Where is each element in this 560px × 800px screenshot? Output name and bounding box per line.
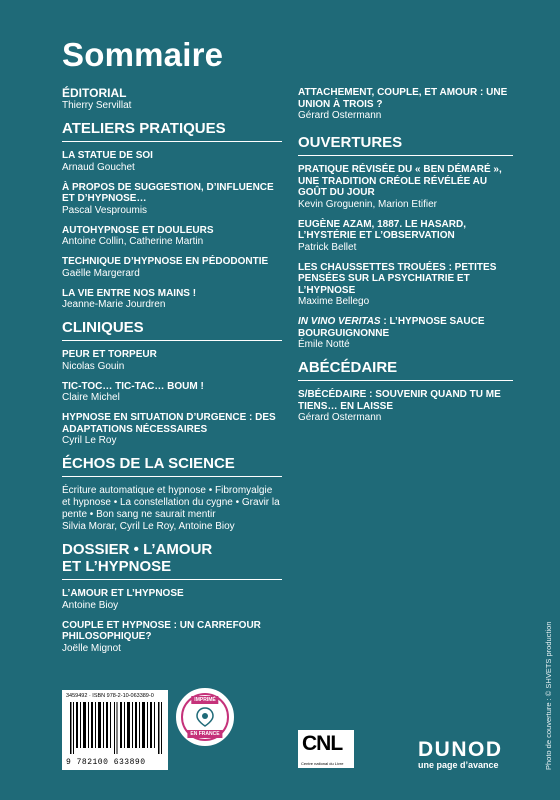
entry-title-italic: IN VINO VERITAS xyxy=(298,316,381,327)
entry-title: LA STATUE DE SOI xyxy=(62,150,153,161)
cnl-logo-subtitle: Centre national du Livre xyxy=(301,761,344,766)
cover-photo-credit: Photo de couverture : © SHVETS production xyxy=(544,621,553,770)
entry-author: Claire Michel xyxy=(62,392,120,403)
badge-bottom-label: EN FRANCE xyxy=(187,730,222,738)
entry-author: Joëlle Mignot xyxy=(62,642,121,654)
entry-title: EUGÈNE AZAM, 1887. LE HASARD, L’HYSTÉRIE ET L’OBSERVATION xyxy=(298,218,466,241)
entry-author: Maxime Bellego xyxy=(298,296,370,307)
entry-author: Jeanne-Marie Jourdren xyxy=(62,299,166,310)
cnl-logo-text: CNL xyxy=(302,732,343,755)
section-ateliers-heading: ATELIERS PRATIQUES xyxy=(62,120,282,142)
entry-author: Gaëlle Margerard xyxy=(62,267,140,279)
toc-entry[interactable] xyxy=(298,389,513,424)
entry-title: LA VIE ENTRE NOS MAINS ! xyxy=(62,287,197,299)
toc-entry[interactable] xyxy=(62,150,282,174)
entry-title: ATTACHEMENT, COUPLE, ET AMOUR : UNE UNION À TROIS ? xyxy=(298,87,508,110)
toc-entry[interactable] xyxy=(62,412,282,447)
toc-entry[interactable] xyxy=(62,288,282,312)
toc-entry[interactable] xyxy=(62,349,282,373)
toc-entry[interactable] xyxy=(62,182,282,217)
publisher-logo: DUNOD xyxy=(418,738,503,761)
right-column xyxy=(298,87,513,432)
entry-title-rest: : L’HYPNOSE SAUCE BOURGUIGNONNE xyxy=(298,316,485,339)
location-pin-icon xyxy=(196,707,214,727)
entry-title: HYPNOSE EN SITUATION D’URGENCE : DES ADAPTATIONS NÉCESSAIRES xyxy=(62,412,276,435)
entry-author: Émile Notté xyxy=(298,339,350,350)
ouvertures-list xyxy=(298,164,513,351)
entry-title: COUPLE ET HYPNOSE : UN CARREFOUR PHILOSOPHIQUE? xyxy=(62,619,261,642)
entry-author: Cyril Le Roy xyxy=(62,435,117,446)
entry-author: Gérard Ostermann xyxy=(298,110,382,121)
publisher-tagline: une page d’avance xyxy=(418,760,499,770)
entry-title: TECHNIQUE D’HYPNOSE EN PÉDODONTIE xyxy=(62,256,269,267)
section-ouvertures-heading: OUVERTURES xyxy=(298,134,513,156)
entry-title: AUTOHYPNOSE ET DOULEURS xyxy=(62,224,214,236)
toc-entry[interactable] xyxy=(298,219,513,254)
ateliers-list xyxy=(62,150,282,311)
toc-entry[interactable] xyxy=(62,381,282,405)
toc-entry[interactable] xyxy=(62,256,282,280)
barcode xyxy=(62,690,168,770)
toc-entry[interactable] xyxy=(298,164,513,211)
echos-block[interactable] xyxy=(62,485,282,533)
entry-title xyxy=(298,316,513,339)
barcode-number: 9 782100 633890 xyxy=(66,758,146,767)
entry-author: Pascal Vesproumis xyxy=(62,204,148,216)
editorial-author: Thierry Servillat xyxy=(62,100,132,111)
entry-author: Kevin Groguenin, Marion Etifier xyxy=(298,198,437,210)
toc-entry[interactable] xyxy=(298,316,513,351)
editorial-heading: ÉDITORIAL xyxy=(62,86,127,100)
editorial-block xyxy=(62,87,282,112)
dossier-heading-line2: ET L’HYPNOSE xyxy=(62,558,172,575)
entry-title: L’AMOUR ET L’HYPNOSE xyxy=(62,588,184,599)
printed-in-france-badge xyxy=(176,688,234,746)
left-column xyxy=(62,87,282,663)
entry-title: À PROPOS DE SUGGESTION, D’INFLUENCE ET D’HYPNOSE… xyxy=(62,181,274,204)
entry-author: Antoine Collin, Catherine Martin xyxy=(62,236,204,247)
section-cliniques-heading: CLINIQUES xyxy=(62,319,282,341)
entry-author: Arnaud Gouchet xyxy=(62,161,135,173)
toc-entry[interactable] xyxy=(62,620,282,655)
entry-author: Gérard Ostermann xyxy=(298,412,382,423)
section-dossier-heading xyxy=(62,541,282,580)
toc-entry[interactable] xyxy=(62,588,282,612)
page-title: Sommaire xyxy=(62,36,224,73)
entry-title: PEUR ET TORPEUR xyxy=(62,349,157,360)
section-abecedaire-heading: ABÉCÉDAIRE xyxy=(298,359,513,381)
entry-author: Silvia Morar, Cyril Le Roy, Antoine Bioy xyxy=(62,521,235,532)
echos-text: Écriture automatique et hypnose • Fibromyalgie et hypnose • La constellation du cygne • Gravir la pente • Bon sang ne saurait mentir xyxy=(62,485,280,520)
entry-author: Antoine Bioy xyxy=(62,599,119,611)
badge-top-label: IMPRIMÉ xyxy=(191,696,218,704)
cliniques-list xyxy=(62,349,282,447)
entry-title: S/BÉCÉDAIRE : SOUVENIR QUAND TU ME TIENS… EN LAISSE xyxy=(298,389,501,412)
entry-author: Patrick Bellet xyxy=(298,241,357,253)
cnl-logo xyxy=(298,730,354,768)
section-echos-heading: ÉCHOS DE LA SCIENCE xyxy=(62,455,282,477)
barcode-bars-icon xyxy=(70,702,162,754)
dossier-heading-line1: DOSSIER • L’AMOUR xyxy=(62,541,213,558)
entry-title: LES CHAUSSETTES TROUÉES : PETITES PENSÉES SUR LA PSYCHIATRIE ET L’HYPNOSE xyxy=(298,261,497,296)
isbn-text: 3459492 · ISBN 978-2-10-063389-0 xyxy=(66,693,154,699)
dossier-list xyxy=(62,588,282,655)
toc-entry[interactable] xyxy=(298,87,513,122)
toc-entry[interactable] xyxy=(298,262,513,309)
entry-author: Nicolas Gouin xyxy=(62,360,125,372)
entry-title: TIC-TOC… TIC-TAC… BOUM ! xyxy=(62,380,204,392)
toc-entry[interactable] xyxy=(62,225,282,249)
entry-title: PRATIQUE RÉVISÉE DU « BEN DÉMARÉ », UNE TRADITION CRÉOLE RÉVÉLÉE AU GOÛT DU JOUR xyxy=(298,164,502,198)
